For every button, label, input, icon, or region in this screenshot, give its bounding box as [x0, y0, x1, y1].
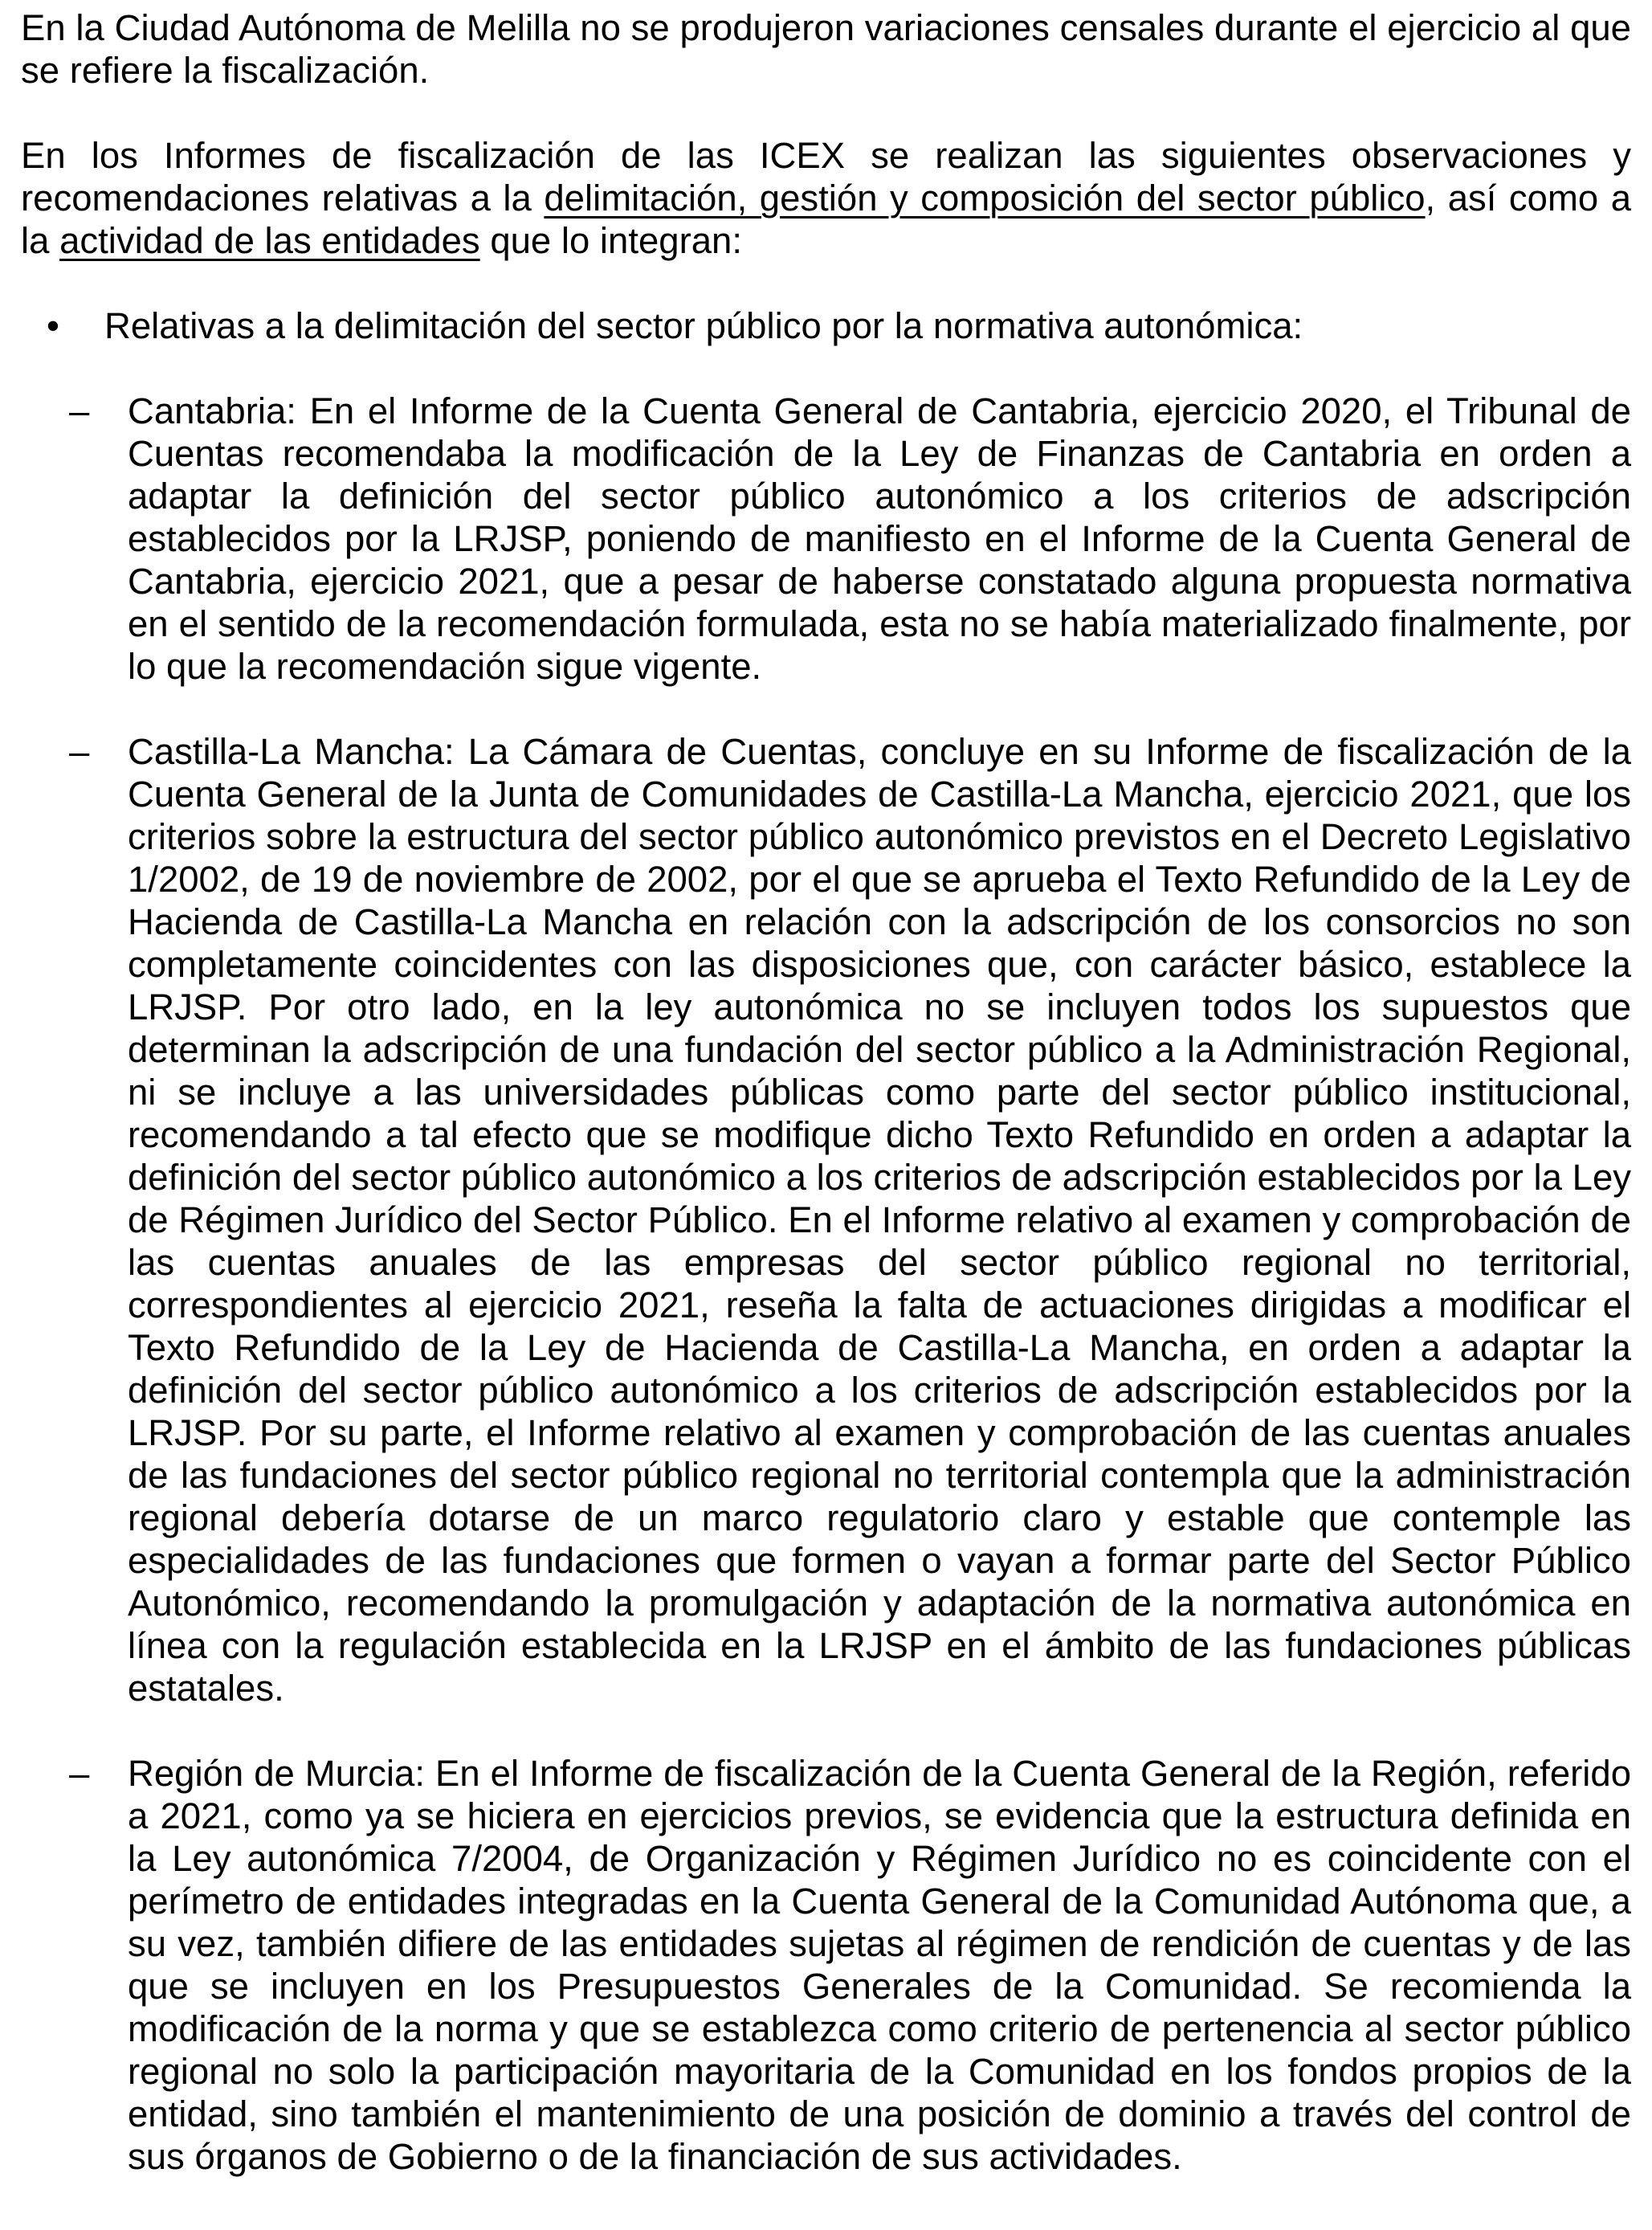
paragraph-gap: [21, 92, 1631, 134]
list-item-cantabria: [21, 390, 1631, 688]
list-item-text: Cantabria: En el Informe de la Cuenta General de Cantabria, ejercicio 2020, el Tribunal de Cuentas recomendaba la modificación de la Ley de Finanzas de Cantabria en orden a adaptar la definición del sector público autonómico a los criterios de adscripción establecidos por la LRJSP, poniendo de manifiesto en el Informe de la Cuenta General de Cantabria, ejercicio 2021, que a pesar de haberse constatado alguna propuesta normativa en el sentido de la recomendación formulada, esta no se había materializado finalmente, por lo que la recomendación sigue vigente.: [128, 390, 1631, 687]
intro-text-part2: , así como a la: [21, 178, 1631, 261]
list-item-castilla-la-mancha: [21, 730, 1631, 1709]
intro-text-part1: En los Informes de fiscalización de las ICEX se realizan las siguientes observaciones y recomendaciones relativas a la: [21, 135, 1631, 219]
dash-marker: –: [69, 390, 90, 431]
intro-text-part3: que lo integran:: [479, 220, 742, 261]
list-item-region-de-murcia: [21, 1752, 1631, 2178]
dash-marker: –: [69, 731, 90, 772]
dash-marker: –: [69, 1753, 90, 1794]
paragraph-gap: [21, 1709, 1631, 1752]
paragraph-melilla: En la Ciudad Autónoma de Melilla no se produjeron variaciones censales durante el ejercicio al que se refiere la fiscalización.: [21, 7, 1631, 91]
bullet-text: Relativas a la delimitación del sector público por la normativa autonómica:: [104, 305, 1303, 346]
list-item-text: Castilla-La Mancha: La Cámara de Cuentas, concluye en su Informe de fiscalización de la Cuenta General de la Junta de Comunidades de Castilla-La Mancha, ejercicio 2021, que los criterios sobre la estructura del sector público autonómico previstos en el Decreto Legislativo 1/2002, de 19 de noviembre de 2002, por el que se aprueba el Texto Refundido de la Ley de Hacienda de Castilla-La Mancha en relación con la adscripción de los consorcios no son completamente coincidentes con las disposiciones que, con carácter básico, establece la LRJSP. Por otro lado, en la ley autonómica no se incluyen todos los supuestos que determinan la adscripción de una fundación del sector público a la Administración Regional, ni se incluye a las universidades públicas como parte del sector público institucional, recomendando a tal efecto que se modifique dicho Texto Refundido en orden a adaptar la definición del sector público autonómico a los criterios de adscripción establecidos por la Ley de Régimen Jurídico del Sector Público. En el Informe relativo al examen y comprobación de las cuentas anuales de las empresas del sector público regional no territorial, correspondientes al ejercicio 2021, reseña la falta de actuaciones dirigidas a modificar el Texto Refundido de la Ley de Hacienda de Castilla-La Mancha, en orden a adaptar la definición del sector público autonómico a los criterios de adscripción establecidos por la LRJSP. Por su parte, el Informe relativo al examen y comprobación de las cuentas anuales de las fundaciones del sector público regional no territorial contempla que la administración regional debería dotarse de un marco regulatorio claro y estable que contemple las especialidades de las fundaciones que formen o vayan a formar parte del Sector Público Autonómico, recomendando la promulgación y adaptación de la normativa autonómica en línea con la regulación establecida en la LRJSP en el ámbito de las fundaciones públicas estatales.: [128, 731, 1631, 1709]
list-item-text: Región de Murcia: En el Informe de fiscalización de la Cuenta General de la Región, referido a 2021, como ya se hiciera en ejercicios previos, se evidencia que la estructura definida en la Ley autonómica 7/2004, de Organización y Régimen Jurídico no es coincidente con el perímetro de entidades integradas en la Cuenta General de la Comunidad Autónoma que, a su vez, también difiere de las entidades sujetas al régimen de rendición de cuentas y de las que se incluyen en los Presupuestos Generales de la Comunidad. Se recomienda la modificación de la norma y que se establezca como criterio de pertenencia al sector público regional no solo la participación mayoritaria de la Comunidad en los fondos propios de la entidad, sino también el mantenimiento de una posición de dominio a través del control de sus órganos de Gobierno o de la financiación de sus actividades.: [128, 1753, 1631, 2177]
bullet-marker: •: [47, 305, 59, 346]
document-page: [21, 6, 1631, 2178]
paragraph-gap: [21, 688, 1631, 730]
paragraph-icex-intro: [21, 134, 1631, 262]
underlined-actividad: actividad de las entidades: [59, 220, 480, 261]
underlined-delimitacion: delimitación, gestión y composición del sector público: [544, 178, 1426, 219]
bullet-item-delimitacion: [21, 304, 1631, 347]
paragraph-gap: [21, 262, 1631, 304]
paragraph-gap: [21, 347, 1631, 390]
